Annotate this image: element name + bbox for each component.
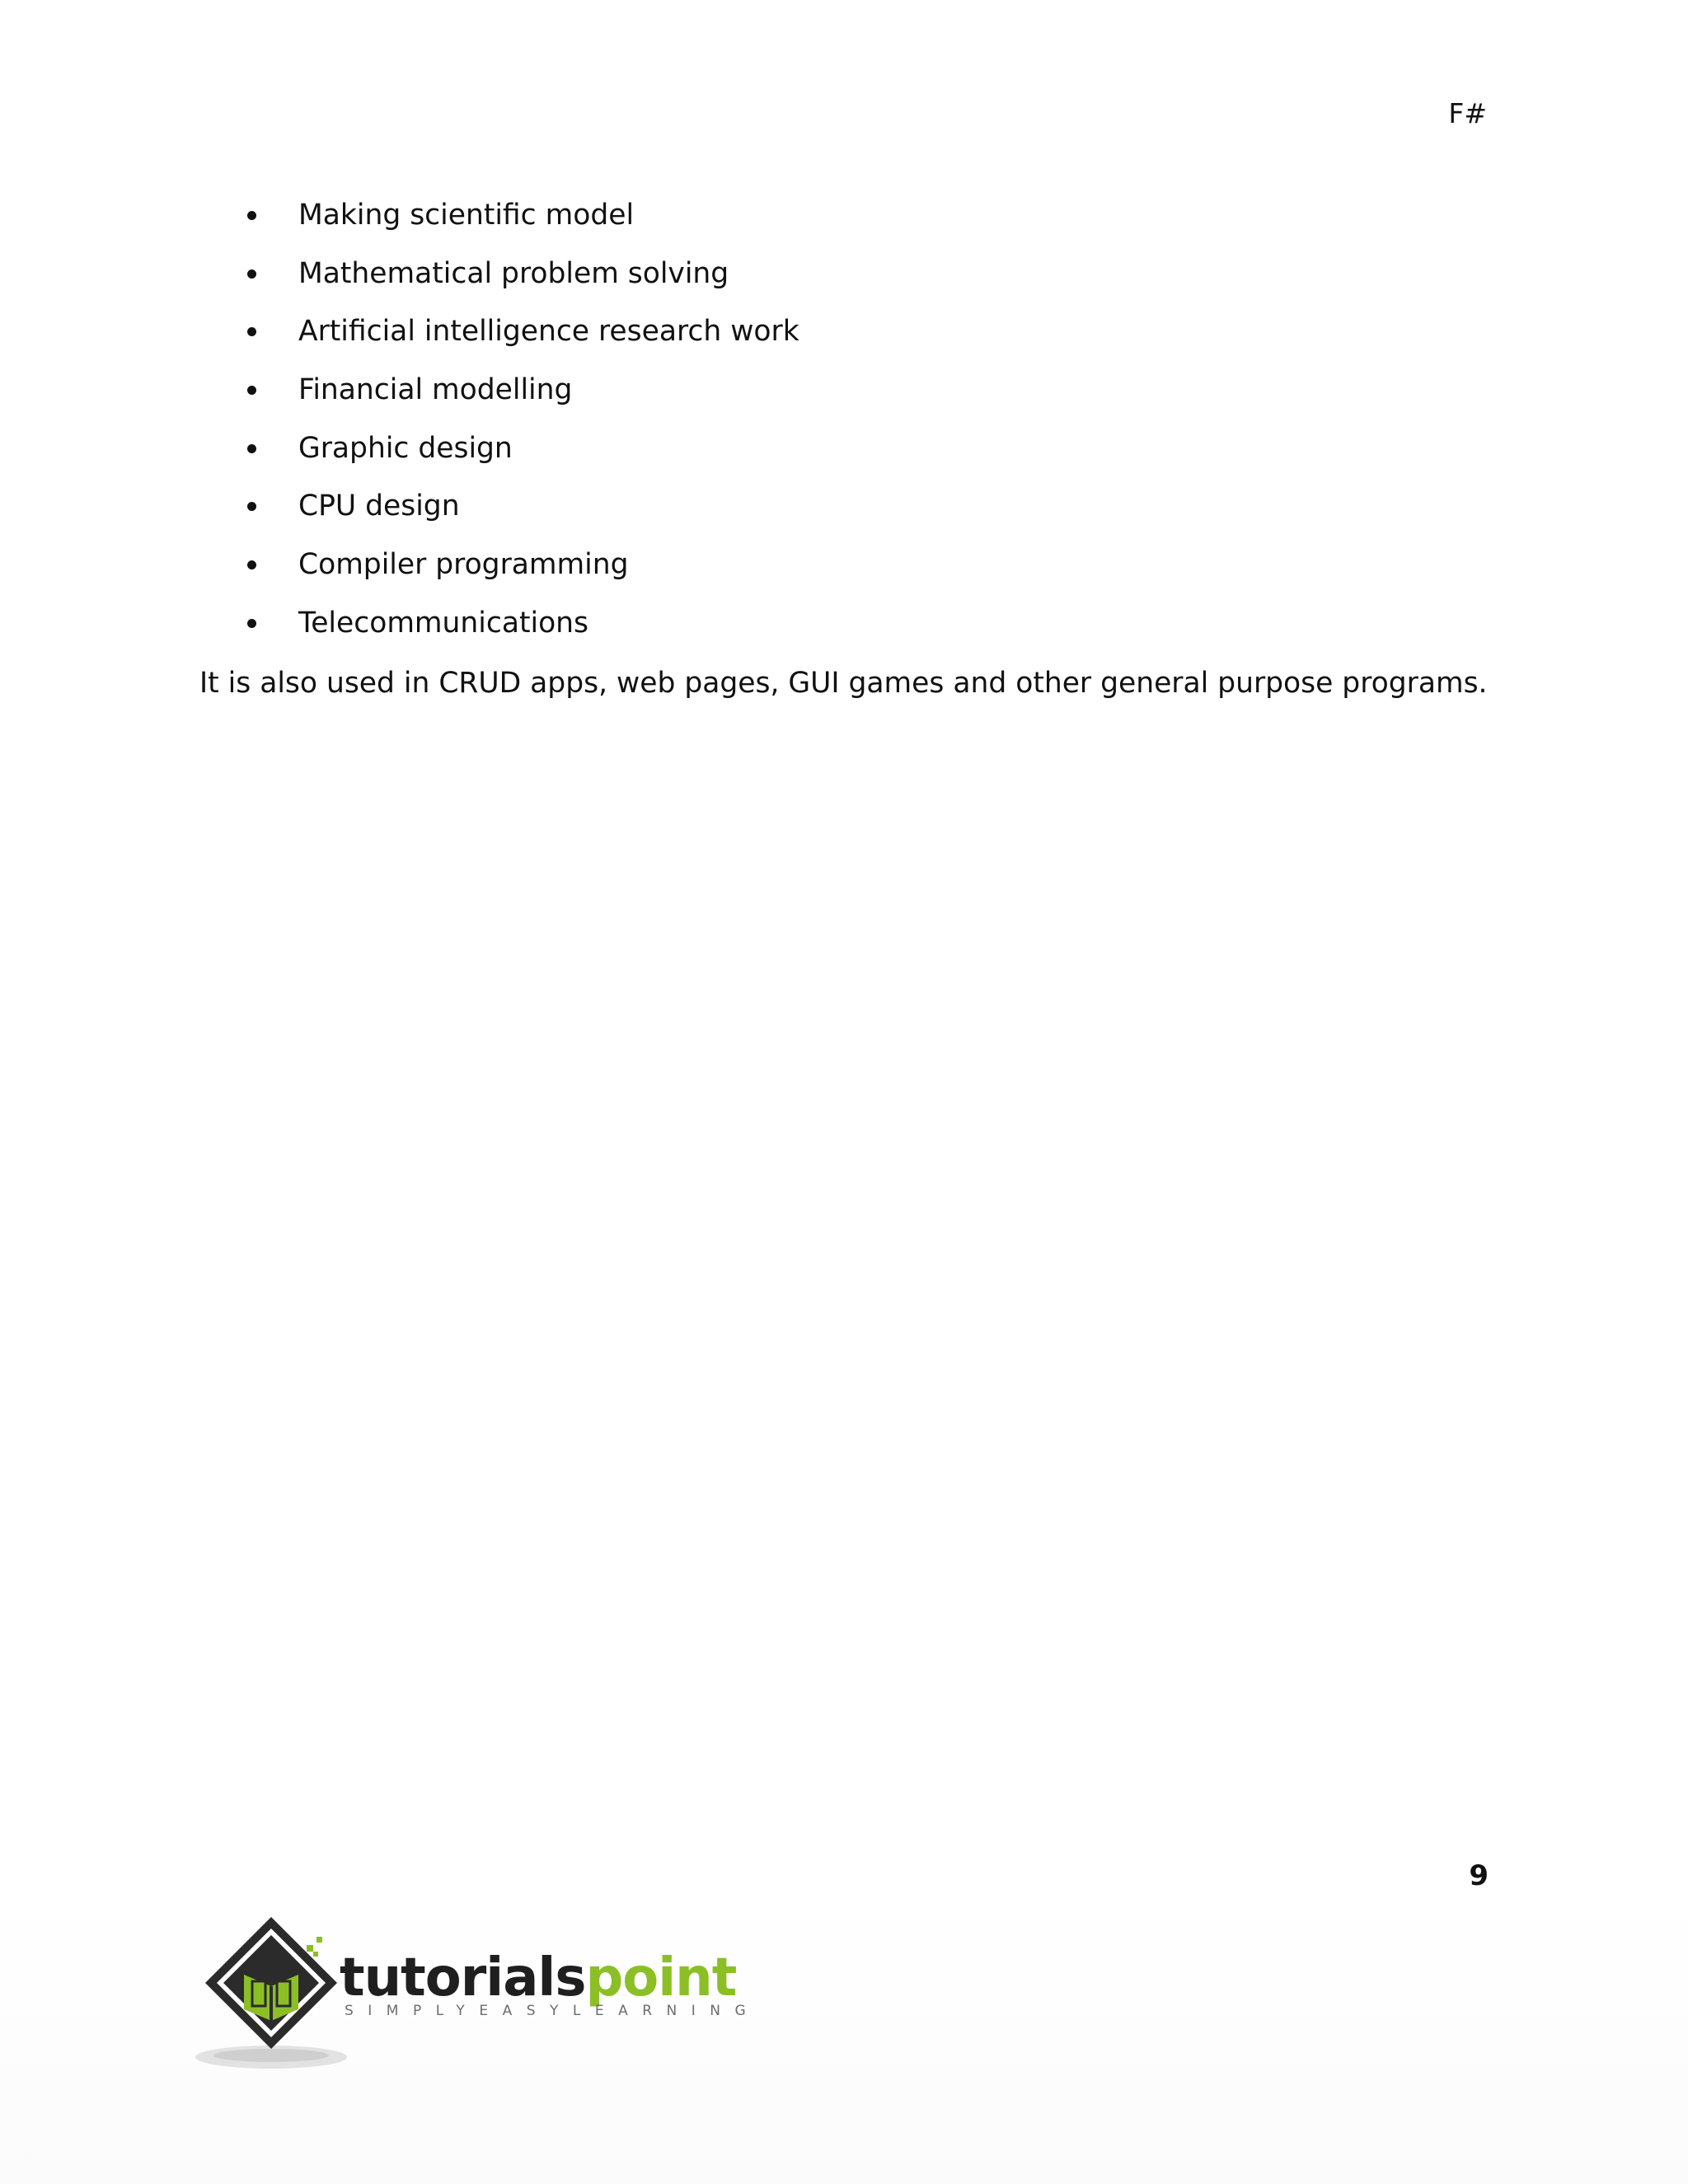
list-item (247, 489, 799, 547)
bullet-icon (247, 386, 256, 395)
list-item-text: Artificial intelligence research work (298, 315, 799, 349)
list-item-text: Financial modelling (298, 373, 573, 407)
list-item (247, 606, 799, 664)
list-item (247, 256, 799, 315)
list-item (247, 547, 799, 606)
running-header: F# (1448, 97, 1487, 129)
bullet-icon (247, 560, 256, 569)
list-item-text: Compiler programming (298, 548, 629, 582)
logo-wordmark (340, 1948, 736, 2008)
list-item (247, 373, 799, 431)
list-item-text: CPU design (298, 490, 460, 523)
bullet-icon (247, 619, 256, 628)
bullet-icon (247, 444, 256, 453)
bullet-icon (247, 211, 256, 220)
bullet-list (247, 198, 799, 664)
bullet-icon (247, 327, 256, 336)
bullet-icon (247, 269, 256, 279)
body-paragraph: It is also used in CRUD apps, web pages, GUI games and other general purpose programs. (199, 667, 1488, 700)
logo-word-tutorials: tutorials (340, 1947, 586, 2008)
list-item-text: Telecommunications (298, 606, 589, 640)
list-item (247, 198, 799, 256)
list-item-text: Making scientific model (298, 199, 635, 232)
list-item (247, 431, 799, 490)
list-item-text: Graphic design (298, 431, 513, 465)
logo-tagline: SIMPLYEASYLEARNING (345, 2003, 761, 2019)
logo-word-point: point (585, 1947, 737, 2008)
tutorialspoint-logo (193, 1910, 761, 2075)
list-item-text: Mathematical problem solving (298, 256, 729, 290)
list-item (247, 314, 799, 373)
bullet-icon (247, 502, 256, 511)
page-number: 9 (1469, 1859, 1489, 1892)
logo-emblem-icon (193, 1910, 349, 2075)
